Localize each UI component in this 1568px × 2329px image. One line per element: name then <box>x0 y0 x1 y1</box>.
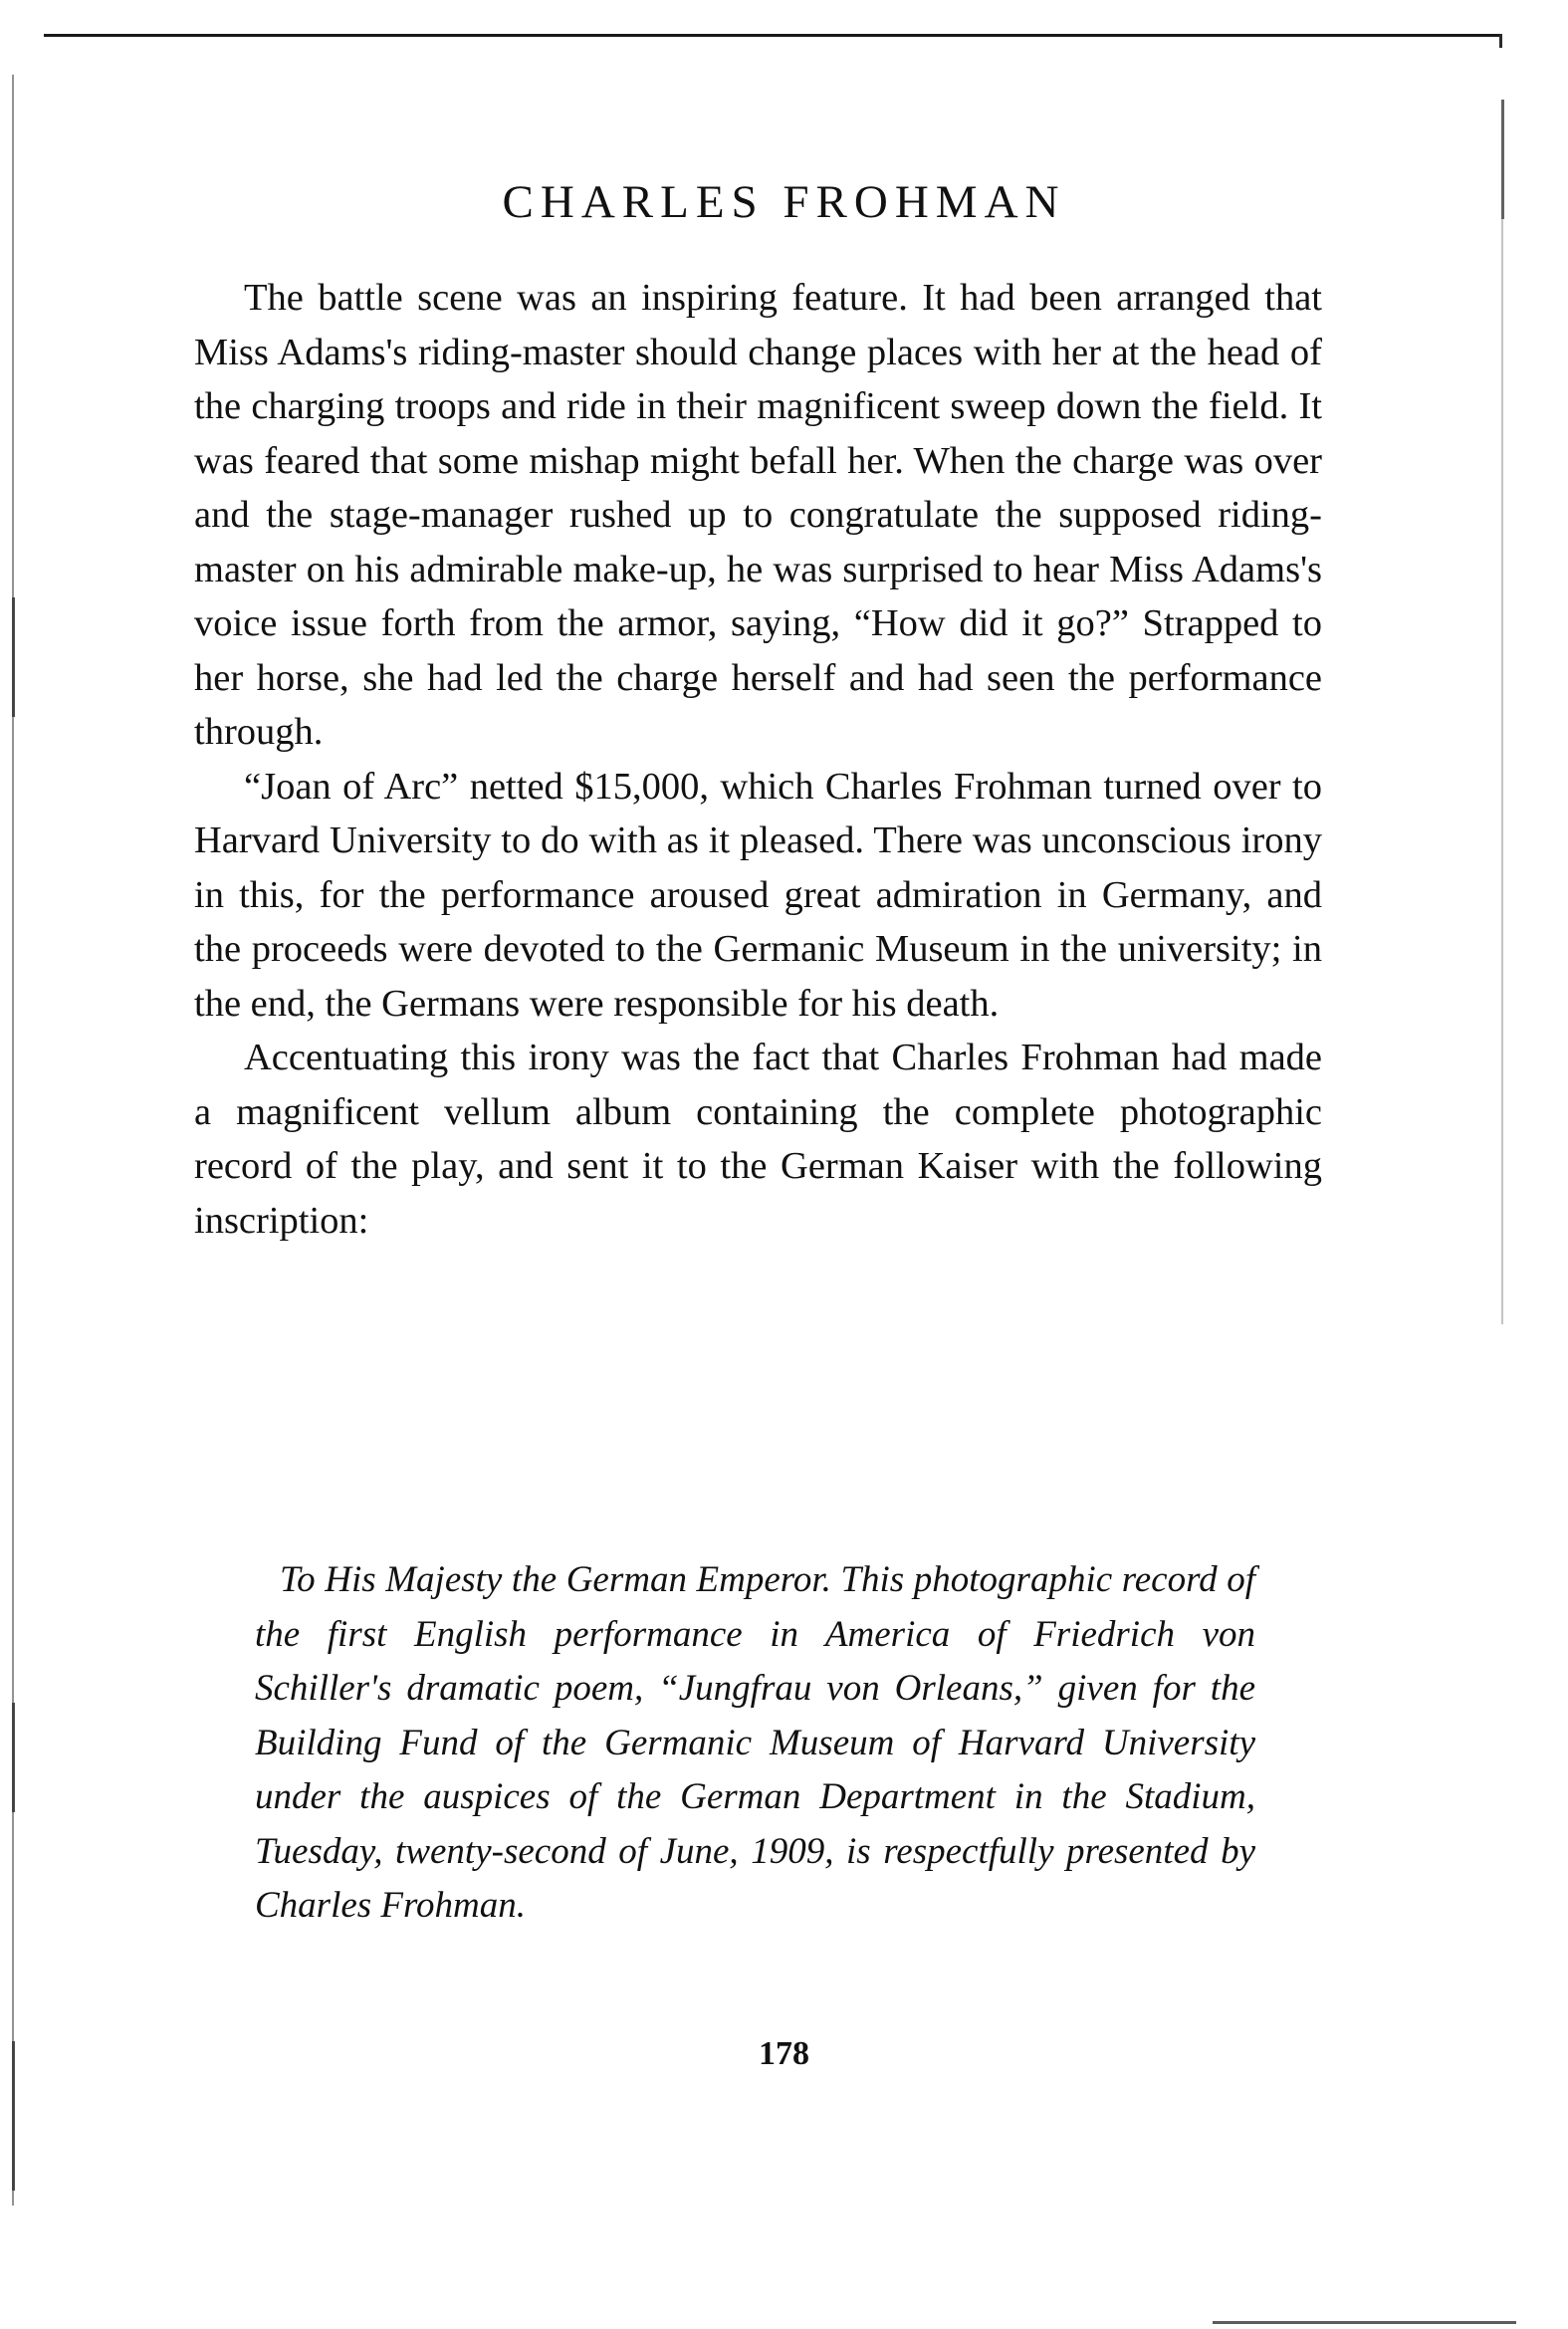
paragraph: Accentuating this irony was the fact that Charles Frohman had made a magnificent vellum album containing the complete photographic record of the play, and sent it to the German Kaiser with the following inscription: <box>194 1037 1322 1242</box>
scan-left-edge <box>12 75 14 2206</box>
scan-bottom-smudge <box>1213 2321 1516 2324</box>
scan-top-edge <box>44 34 1501 37</box>
scan-left-edge-mark <box>12 597 15 717</box>
running-header: CHARLES FROHMAN <box>502 176 1066 228</box>
inscription-quote: To His Majesty the German Emperor. This photographic record of the first English performance in America of Friedrich von Schiller's dramatic poem, “Jungfrau von Orleans,” given for the Building Fund of the Germanic Museum of Harvard University under the auspices of the German Department in the Stadium, Tuesday, twenty-second of June, 1909, is respectfully presented by Charles Frohman. <box>255 1559 1255 1926</box>
scan-top-edge-corner <box>1499 34 1502 48</box>
body-text <box>194 271 1322 1248</box>
page-number: 178 <box>759 2035 809 2072</box>
paragraph: The battle scene was an inspiring feature. It had been arranged that Miss Adams's riding-master should change places with her at the head of the charging troops and ride in their magnificent sweep down the field. It was feared that some mishap might befall her. When the charge was over and the stage-manager rushed up to congratulate the supposed riding-master on his admirable make-up, he was surprised to hear Miss Adams's voice issue forth from the armor, saying, “How did it go?” Strapped to her horse, she had led the charge herself and had seen the performance through. <box>194 277 1322 753</box>
scan-right-edge <box>1501 100 1503 1324</box>
scan-left-edge-mark <box>12 1703 15 1812</box>
paragraph: “Joan of Arc” netted $15,000, which Charles Frohman turned over to Harvard University to do with as it pleased. There was unconscious irony in this, for the performance aroused great admiration in Germany, and the proceeds were devoted to the Germanic Museum in the university; in the end, the Germans were responsible for his death. <box>194 765 1322 1025</box>
